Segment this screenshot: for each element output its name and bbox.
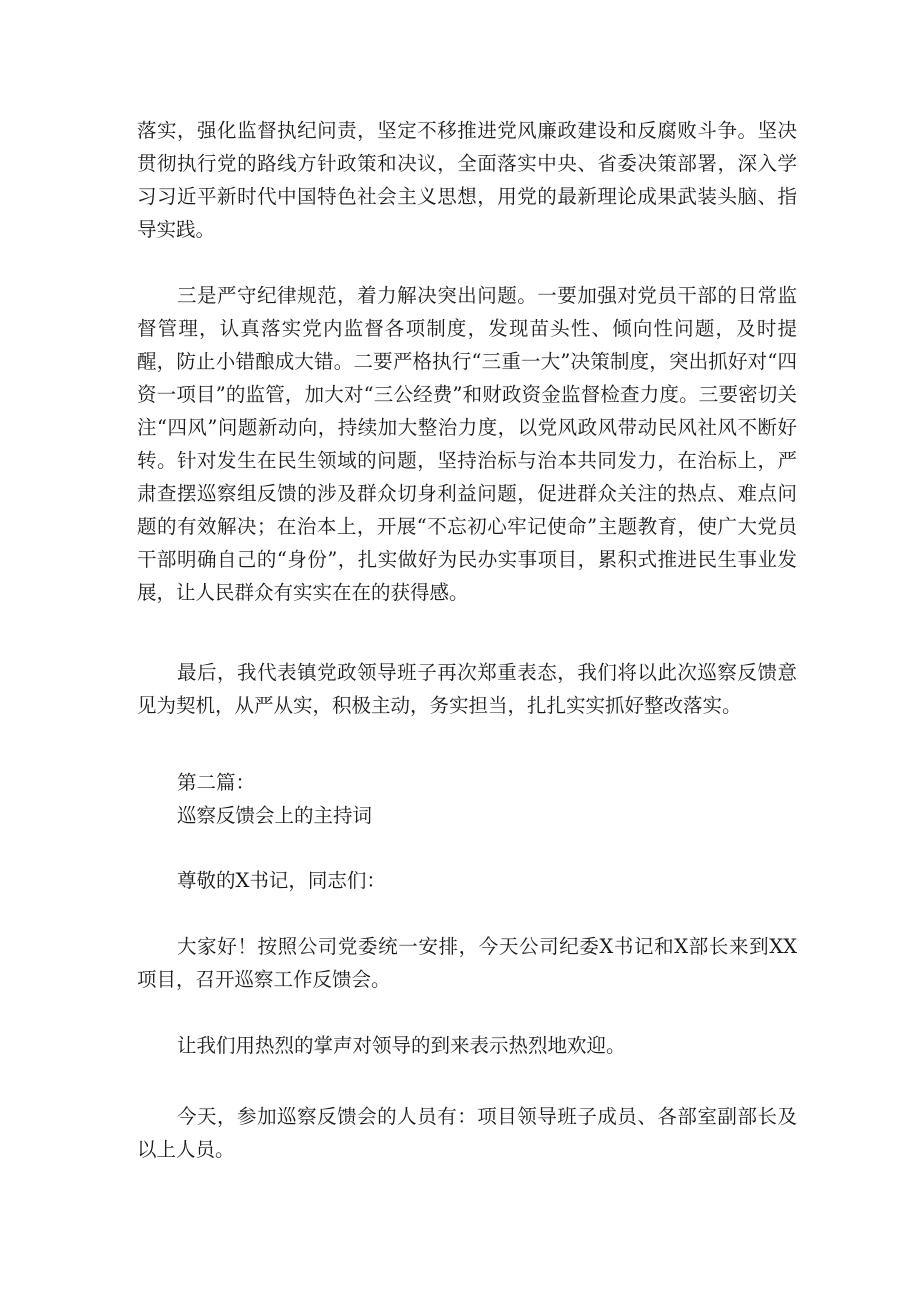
salutation: 尊敬的X书记，同志们： bbox=[177, 869, 386, 892]
paragraph-discipline: 三是严守纪律规范，着力解决突出问题。一要加强对党员干部的日常监督管理，认真落实党内监督各项制度，发现苗头性、倾向性问题，及时提醒，防止小错酿成大错。二要严格执行“三重一大”决策制度，突出抓好对“四资一项目”的监管，加大对“三公经费”和财政资金监督检查力度。三要密切关注“四风”问题新动向，持续加大整治力度，以党风政风带动民风社风不断好转。针对发生在民生领域的问题，坚持治标与治本共同发力，在治标上，严肃查摆巡察组反馈的涉及群众切身利益问题，促进群众关注的热点、难点问题的有效解决；在治本上，开展“不忘初心牢记使命”主题教育，使广大党员干部明确自己的“身份”，扎实做好为民办实事项目，累积式推进民生事业发展，让人民群众有实实在在的获得感。 bbox=[137, 284, 797, 604]
paragraph-welcome: 让我们用热烈的掌声对领导的到来表示热烈地欢迎。 bbox=[177, 1034, 626, 1057]
paragraph-closing-statement: 最后，我代表镇党政领导班子再次郑重表态，我们将以此次巡察反馈意见为契机，从严从实，积极主动，务实担当，扎扎实实抓好整改落实。 bbox=[137, 661, 797, 717]
paragraph-continuation: 落实，强化监督执纪问责，坚定不移推进党风廉政建设和反腐败斗争。坚决贯彻执行党的路线方针政策和决议，全面落实中央、省委决策部署，深入学习习近平新时代中国特色社会主义思想，用党的最新理论成果武装头脑、指导实践。 bbox=[137, 119, 797, 241]
section-title: 巡察反馈会上的主持词 bbox=[177, 804, 373, 827]
paragraph-greeting: 大家好！按照公司党委统一安排，今天公司纪委X书记和X部长来到XX项目，召开巡察工作反馈会。 bbox=[137, 935, 797, 991]
paragraph-attendees: 今天，参加巡察反馈会的人员有：项目领导班子成员、各部室副部长及以上人员。 bbox=[137, 1105, 797, 1161]
section-heading: 第二篇： bbox=[177, 771, 256, 794]
